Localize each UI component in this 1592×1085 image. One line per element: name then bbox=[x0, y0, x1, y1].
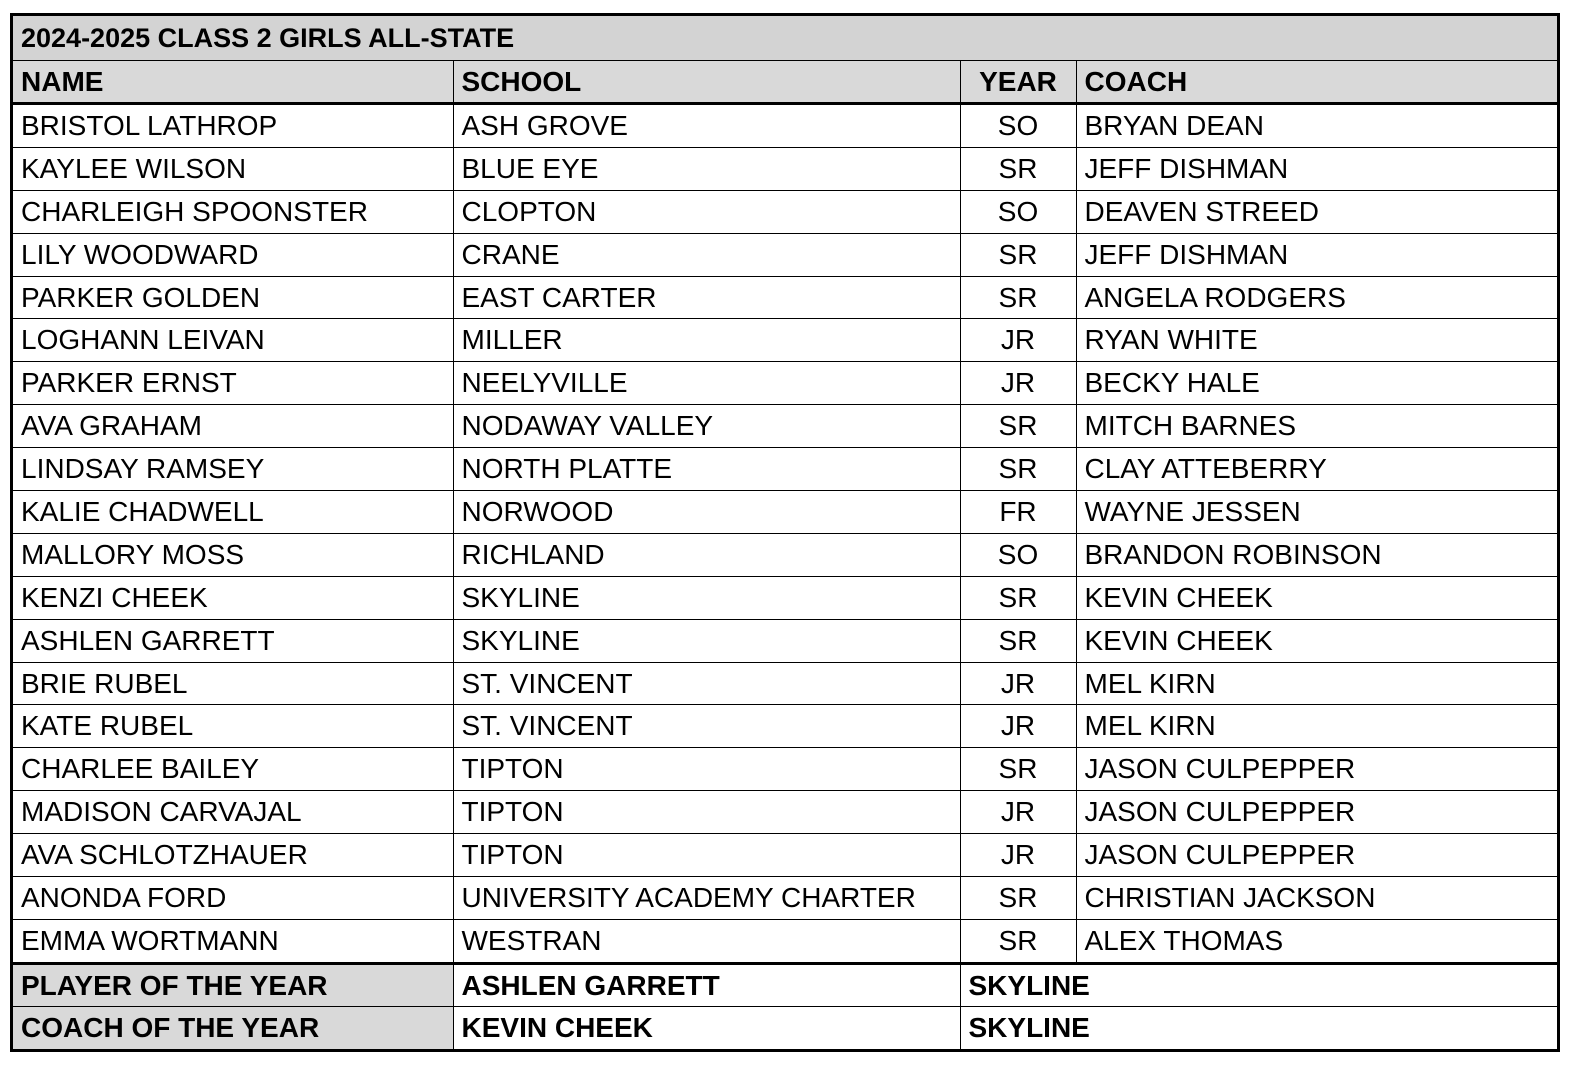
coach-cell: JEFF DISHMAN bbox=[1076, 233, 1557, 276]
school-cell: CRANE bbox=[453, 233, 960, 276]
player-name-cell: MADISON CARVAJAL bbox=[13, 791, 453, 834]
year-cell: JR bbox=[960, 662, 1076, 705]
award-row bbox=[13, 1007, 1557, 1049]
table-row bbox=[13, 491, 1557, 534]
school-cell: ST. VINCENT bbox=[453, 705, 960, 748]
player-name-cell: KALIE CHADWELL bbox=[13, 491, 453, 534]
player-name-cell: LOGHANN LEIVAN bbox=[13, 319, 453, 362]
table-row bbox=[13, 362, 1557, 405]
coach-cell: JASON CULPEPPER bbox=[1076, 748, 1557, 791]
player-name-cell: BRIE RUBEL bbox=[13, 662, 453, 705]
table-title: 2024-2025 CLASS 2 GIRLS ALL-STATE bbox=[13, 16, 1557, 61]
school-cell: NODAWAY VALLEY bbox=[453, 405, 960, 448]
year-cell: JR bbox=[960, 705, 1076, 748]
player-name-cell: KATE RUBEL bbox=[13, 705, 453, 748]
table-row bbox=[13, 662, 1557, 705]
school-cell: TIPTON bbox=[453, 834, 960, 877]
school-cell: EAST CARTER bbox=[453, 276, 960, 319]
player-name-cell: KAYLEE WILSON bbox=[13, 147, 453, 190]
school-cell: TIPTON bbox=[453, 748, 960, 791]
table-row bbox=[13, 405, 1557, 448]
coach-cell: KEVIN CHEEK bbox=[1076, 576, 1557, 619]
award-school: SKYLINE bbox=[968, 1012, 1090, 1044]
year-cell: SR bbox=[960, 405, 1076, 448]
year-cell: SR bbox=[960, 276, 1076, 319]
year-cell: SR bbox=[960, 233, 1076, 276]
table-row bbox=[13, 919, 1557, 963]
school-cell: ST. VINCENT bbox=[453, 662, 960, 705]
year-cell: SR bbox=[960, 576, 1076, 619]
player-name-cell: PARKER GOLDEN bbox=[13, 276, 453, 319]
player-name-cell: LILY WOODWARD bbox=[13, 233, 453, 276]
school-cell: NORWOOD bbox=[453, 491, 960, 534]
school-cell: BLUE EYE bbox=[453, 147, 960, 190]
award-school: SKYLINE bbox=[960, 963, 1557, 1007]
table-row bbox=[13, 705, 1557, 748]
coach-cell: BRANDON ROBINSON bbox=[1076, 533, 1557, 576]
coach-cell: JEFF DISHMAN bbox=[1076, 147, 1557, 190]
coach-cell: MEL KIRN bbox=[1076, 705, 1557, 748]
player-name-cell: AVA SCHLOTZHAUER bbox=[13, 834, 453, 877]
table-row bbox=[13, 276, 1557, 319]
player-name-cell: ASHLEN GARRETT bbox=[13, 619, 453, 662]
year-cell: JR bbox=[960, 834, 1076, 877]
award-winner: ASHLEN GARRETT bbox=[453, 963, 960, 1007]
player-name-cell: CHARLEE BAILEY bbox=[13, 748, 453, 791]
school-cell: UNIVERSITY ACADEMY CHARTER bbox=[453, 877, 960, 920]
player-name-cell: EMMA WORTMANN bbox=[13, 919, 453, 963]
table-row bbox=[13, 104, 1557, 148]
award-winner: KEVIN CHEEK bbox=[453, 1007, 960, 1049]
table-row bbox=[13, 233, 1557, 276]
school-cell: CLOPTON bbox=[453, 190, 960, 233]
coach-cell: WAYNE JESSEN bbox=[1076, 491, 1557, 534]
coach-cell: RYAN WHITE bbox=[1076, 319, 1557, 362]
award-row bbox=[13, 963, 1557, 1007]
year-cell: SO bbox=[960, 190, 1076, 233]
school-cell: SKYLINE bbox=[453, 576, 960, 619]
coach-cell: BECKY HALE bbox=[1076, 362, 1557, 405]
all-state-table bbox=[13, 16, 1557, 1049]
school-cell: MILLER bbox=[453, 319, 960, 362]
title-row bbox=[13, 16, 1557, 61]
award-label: COACH OF THE YEAR bbox=[13, 1007, 453, 1049]
school-cell: ASH GROVE bbox=[453, 104, 960, 148]
column-header-name: NAME bbox=[13, 61, 453, 104]
coach-cell: CHRISTIAN JACKSON bbox=[1076, 877, 1557, 920]
coach-cell: MEL KIRN bbox=[1076, 662, 1557, 705]
table-row bbox=[13, 147, 1557, 190]
player-name-cell: PARKER ERNST bbox=[13, 362, 453, 405]
school-cell: TIPTON bbox=[453, 791, 960, 834]
school-cell: RICHLAND bbox=[453, 533, 960, 576]
column-header-coach: COACH bbox=[1076, 61, 1557, 104]
school-cell: WESTRAN bbox=[453, 919, 960, 963]
header-row bbox=[13, 61, 1557, 104]
coach-cell: JASON CULPEPPER bbox=[1076, 834, 1557, 877]
coach-cell: JASON CULPEPPER bbox=[1076, 791, 1557, 834]
player-name-cell: AVA GRAHAM bbox=[13, 405, 453, 448]
year-cell: SR bbox=[960, 147, 1076, 190]
coach-cell: DEAVEN STREED bbox=[1076, 190, 1557, 233]
column-header-school: SCHOOL bbox=[453, 61, 960, 104]
year-cell: JR bbox=[960, 362, 1076, 405]
coach-cell: ALEX THOMAS bbox=[1076, 919, 1557, 963]
player-name-cell: KENZI CHEEK bbox=[13, 576, 453, 619]
player-name-cell: ANONDA FORD bbox=[13, 877, 453, 920]
coach-cell: MITCH BARNES bbox=[1076, 405, 1557, 448]
table-row bbox=[13, 533, 1557, 576]
table-body bbox=[13, 16, 1557, 1049]
table-row bbox=[13, 877, 1557, 920]
table-row bbox=[13, 791, 1557, 834]
player-name-cell: CHARLEIGH SPOONSTER bbox=[13, 190, 453, 233]
year-cell: SR bbox=[960, 919, 1076, 963]
year-cell: SR bbox=[960, 748, 1076, 791]
player-name-cell: MALLORY MOSS bbox=[13, 533, 453, 576]
year-cell: SO bbox=[960, 533, 1076, 576]
school-cell: NORTH PLATTE bbox=[453, 448, 960, 491]
year-cell: FR bbox=[960, 491, 1076, 534]
all-state-sheet bbox=[10, 13, 1560, 1052]
award-label: PLAYER OF THE YEAR bbox=[13, 963, 453, 1007]
year-cell: SR bbox=[960, 877, 1076, 920]
column-header-year: YEAR bbox=[960, 61, 1076, 104]
table-row bbox=[13, 190, 1557, 233]
year-cell: JR bbox=[960, 791, 1076, 834]
coach-cell: ANGELA RODGERS bbox=[1076, 276, 1557, 319]
year-cell: SR bbox=[960, 448, 1076, 491]
table-row bbox=[13, 576, 1557, 619]
table-row bbox=[13, 834, 1557, 877]
table-row bbox=[13, 319, 1557, 362]
year-cell: SO bbox=[960, 104, 1076, 148]
coach-cell: CLAY ATTEBERRY bbox=[1076, 448, 1557, 491]
player-name-cell: BRISTOL LATHROP bbox=[13, 104, 453, 148]
player-name-cell: LINDSAY RAMSEY bbox=[13, 448, 453, 491]
coach-cell: KEVIN CHEEK bbox=[1076, 619, 1557, 662]
table-row bbox=[13, 748, 1557, 791]
year-cell: JR bbox=[960, 319, 1076, 362]
school-cell: SKYLINE bbox=[453, 619, 960, 662]
school-cell: NEELYVILLE bbox=[453, 362, 960, 405]
year-cell: SR bbox=[960, 619, 1076, 662]
table-row bbox=[13, 448, 1557, 491]
table-row bbox=[13, 619, 1557, 662]
coach-cell: BRYAN DEAN bbox=[1076, 104, 1557, 148]
